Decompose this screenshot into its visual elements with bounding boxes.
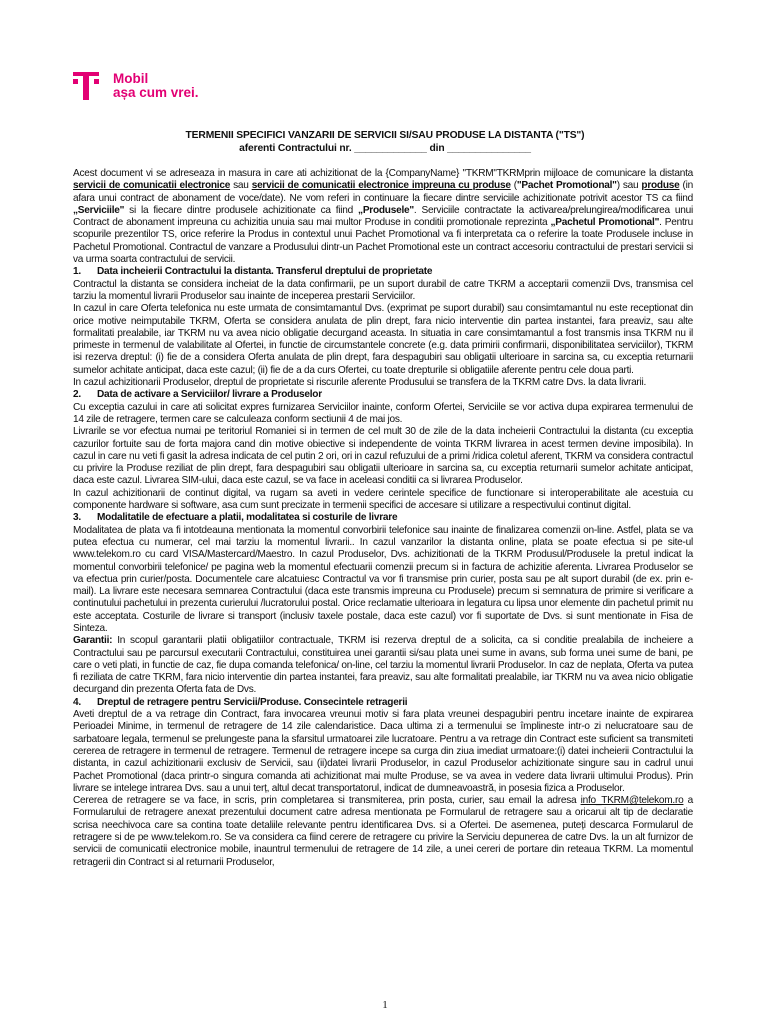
paragraph: Cu exceptia cazului in care ati solicitat expres furnizarea Serviciilor inainte, conform Ofertei, Serviciile se vor activa dupa expirarea termenului de 14 zile de retragere, termen care se calculeaza conform sectiunii 4 de mai jos.	[73, 401, 693, 425]
paragraph: In cazul achizitionarii de continut digital, va rugam sa aveti in vedere cerintele specifice de functionare si interoperabilitate ale acestuia cu componente hardware si software, asa cum sunt precizate in termenii specifici de accesare si utilizare a respectivului continut digital.	[73, 487, 693, 512]
paragraph: Cererea de retragere se va face, in scris, prin completarea si transmiterea, prin posta, curier, sau email la adresa info_TKRM@telekom.ro a Formularului de retragere anexat prezentului document catre adresa mentionata pe Formularul de retragere sau a oricarui alt tip de declaratie scrisa neechivoca care sa contina toate detaliile relevante pentru identificarea Dvs. si a Ofertei. De asemenea, puteți descarca Formularul de retragere si de pe www.telekom.ro. Se va considera ca fiind cerere de retragere cu privire la Serviciu depunerea de catre Dvs. la un alt furnizor de servicii de comunicatii electronice mobile, inauntrul termenului de retragere de 14 zile, a unei cereri de portare din reteaua TKRM. La momentul retragerii din Contract si al returnarii Produselor,	[73, 795, 693, 868]
document-body	[73, 168, 693, 869]
paragraph: Contractul la distanta se considera incheiat de la data confirmarii, pe un suport durabil de catre TKRM a acceptarii comenzii Dvs, transmisa cel tarziu la momentul livrarii Produselor sau inainte de inceperea prestarii Serviciilor.	[73, 278, 693, 302]
garantii-paragraph: Garantii: In scopul garantarii platii obligatiilor contractuale, TKRM isi rezerva dreptul de a solicita, ca si conditie prealabila de incheiere a Contractului sau pe parcursul executarii Contractului, constituirea unei garantii si/sau plata unei sume in avans, sub forma unei sume de bani, pe care o veti plati, in functie de caz, fie dupa comanda telefonica/ on-line, cel tarziu la momentul livrarii Produselor. In caz de neplata, Oferta va putea fi reziliata de catre TKRM, fara nicio interventie din partea instantei, fara preaviz, sau alte formalitati prealabile, iar TKRM nu va avea nicio obligatie decurgand din prezenta Oferta fata de Dvs.	[73, 635, 693, 696]
section-heading: 2. Data de activare a Serviciilor/ livrare a Produselor	[73, 389, 322, 401]
section-heading: 3. Modalitatile de efectuare a platii, modalitatea si costurile de livrare	[73, 512, 398, 524]
paragraph: In cazul achizitionarii Produselor, dreptul de proprietate si riscurile aferente Produsului se transfera de la TKRM catre Dvs. la data livrarii.	[73, 377, 647, 389]
telekom-t-logo-icon	[73, 72, 99, 102]
slogan-line-1: Mobil	[113, 71, 149, 86]
email-link[interactable]: info_TKRM@telekom.ro	[580, 795, 684, 807]
page-number: 1	[382, 999, 388, 1011]
brand-logo	[73, 72, 199, 102]
section-heading: 1. Data incheierii Contractului la distanta. Transferul dreptului de proprietate	[73, 266, 433, 278]
paragraph: Aveti dreptul de a va retrage din Contract, fara invocarea vreunui motiv si fara plata vreunei despagubiri pentru incetare inainte de expirarea Perioadei Minime, in termenul de retragere de 14 zile calendaristice. Daca ultima zi a termenului se împlineste intr-o zi nelucratoare sau de sarbatoare legala, termenul se prelungeste pana la sfarsitul urmatoarei zile lucratoare. Pentru a va retrage din Contract este suficient sa transmiteti cererea de retragere in termenul de retragere. Termenul de retragere incepe sa curga din ziua imediat urmatoare:(i) datei incheierii Contractului la distanta, in cazul achizitionarii exclusiv de Servicii, sau (ii)datei livrarii Produselor, in cazul Produselor achizitionate singure sau in cadrul unui Pachet Promotional (daca printr-o singura comanda ati achizitionat mai multe Produse, se va avea in vedere data livrarii ultimului Produs). Prin livrare se intelege intrarea Dvs. sau a unui terț, altul decat transportatorul, indicat de dumneavoastră, in posesia fizica a Produselor.	[73, 709, 693, 794]
paragraph: In cazul in care Oferta telefonica nu este urmata de consimtamantul Dvs. (exprimat pe suport durabil) sau consimtamantul nu este receptionat din orice motive neimputabile TKRM, Oferta se considera anulata de plin drept, fara nicio interventie din partea instantei, fara preaviz, sau alte formalitati prealabile, iar TKRM nu va avea nicio obligatie decurgand aceasta. In situatia in care consimtamantul a fost transmis insa TKRM nu il primeste in termenul de valabilitate al Ofertei, in functie de circumstantele concrete (e.g. data primirii confirmarii, disponibilitatea serviciilor), TKRM isi rezerva dreptul: (i) fie de a considera Oferta anulata de plin drept, fara despagubiri sau obligatii ulterioare in sarcina sa, cu exceptia returnarii sumelor achitate anticipat, daca este cazul; (ii) fie de a da curs Ofertei, cu toate drepturile si obligatiile aferente pentru cele doua parti.	[73, 303, 693, 376]
document-subtitle: aferenti Contractului nr. _____________ din _______________	[239, 143, 531, 154]
paragraph: Modalitatea de plata va fi intotdeauna mentionata la momentul convorbirii telefonice sau inainte de finalizarea comenzii on-line. Astfel, plata se va putea efectua cu numerar, cel mai tarziu la momentul livrarii.. In cazul vanzarilor la distanta online, plata se poate efectua si pe site-ul www.telekom.ro cu card VISA/Mastercard/Maestro. In cazul Produselor, Dvs. achizitionati de la TKRM Produsul/Produsele la pretul indicat la momentul convorbirii telefonice/ pe pagina web la momentul efectuarii comenzii precum si in factura de achizitie aferenta. Livrarea Produselor se va efectua prin curier/posta. Documentele care alcatuiesc Contractul va vor fi transmise prin curier, posta sau pe alt suport durabil (de ex. prin e-mail). La livrare este necesara semnarea Contractului (daca este transmis impreuna cu Produsele) precum si semnatura de primire si verificare a continutului pachetului in prezenta curierului /lucratorului postal. Orice reclamatie ulterioara in legatura cu lipsa unor elemente din pachetul primit nu este acceptata. Costurile de livrare si transport (inclusiv taxele postale, daca este cazul) vor fi suportate de Dvs. si sunt mentionate in Fisa de Sinteza.	[73, 524, 693, 634]
paragraph: Livrarile se vor efectua numai pe teritoriul Romaniei si in termen de cel mult 30 de zile de la data incheierii Contractului la distanta (cu exceptia cazurilor fortuite sau de forta majora cand din motive obiective si independente de vointa TKRM livrarea in acest termen devine imposibila). In cazul in care nu veti fi gasit la adresa indicata de cel putin 2 ori, ori in cazul refuzului de a primi /ridica coletul aferent, TKRM va considera contractul cu privire la Produse reziliat de plin drept, fara despagubiri sau obligatii ulterioare in sarcina sa, cu exceptia returnarii sumelor achitate anticipat, daca este cazul. Livrarea SIM-ului, daca este cazul, se va face in aceleasi conditii ca si livrarea Produselor.	[73, 426, 693, 487]
section-heading: 4. Dreptul de retragere pentru Servicii/Produse. Consecintele retragerii	[73, 696, 408, 708]
slogan-line-2: așa cum vrei.	[113, 85, 199, 100]
document-title: TERMENII SPECIFICI VANZARII DE SERVICII SI/SAU PRODUSE LA DISTANTA ("TS")	[185, 130, 585, 141]
brand-slogan	[113, 72, 199, 100]
intro-paragraph: Acest document vi se adreseaza in masura in care ati achizitionat de la {CompanyName} "TKRM"TKRMprin mijloace de comunicare la distanta servicii de comunicatii electronice sau servicii de comunicatii electronice impreuna cu produse ("Pachet Promotional") sau produse (in afara unui contract de abonament de voce/date). Ne vom referi in continuare la fiecare dintre serviciile achizitionate potrivit acestor TS ca fiind „Serviciile" si la fiecare dintre produsele achizitionate ca fiind „Produsele". Serviciile contractate la activarea/prelungirea/modificarea unui Contract de abonament impreuna cu achizitia unuia sau mai multor Produse in conditii promotionale reprezinta „Pachetul Promotional". Pentru scopurile prezentilor TS, orice referire la Produs in contextul unui Pachet Promotional va fi interpretata ca o referire la toate Produsele incluse in Pachetul Promotional. Contractul de vanzare a Produsului dintr-un Pachet Promotional este un contract accesoriu contractului de prestari servicii si va urma soarta contractului de servicii.	[73, 168, 694, 266]
